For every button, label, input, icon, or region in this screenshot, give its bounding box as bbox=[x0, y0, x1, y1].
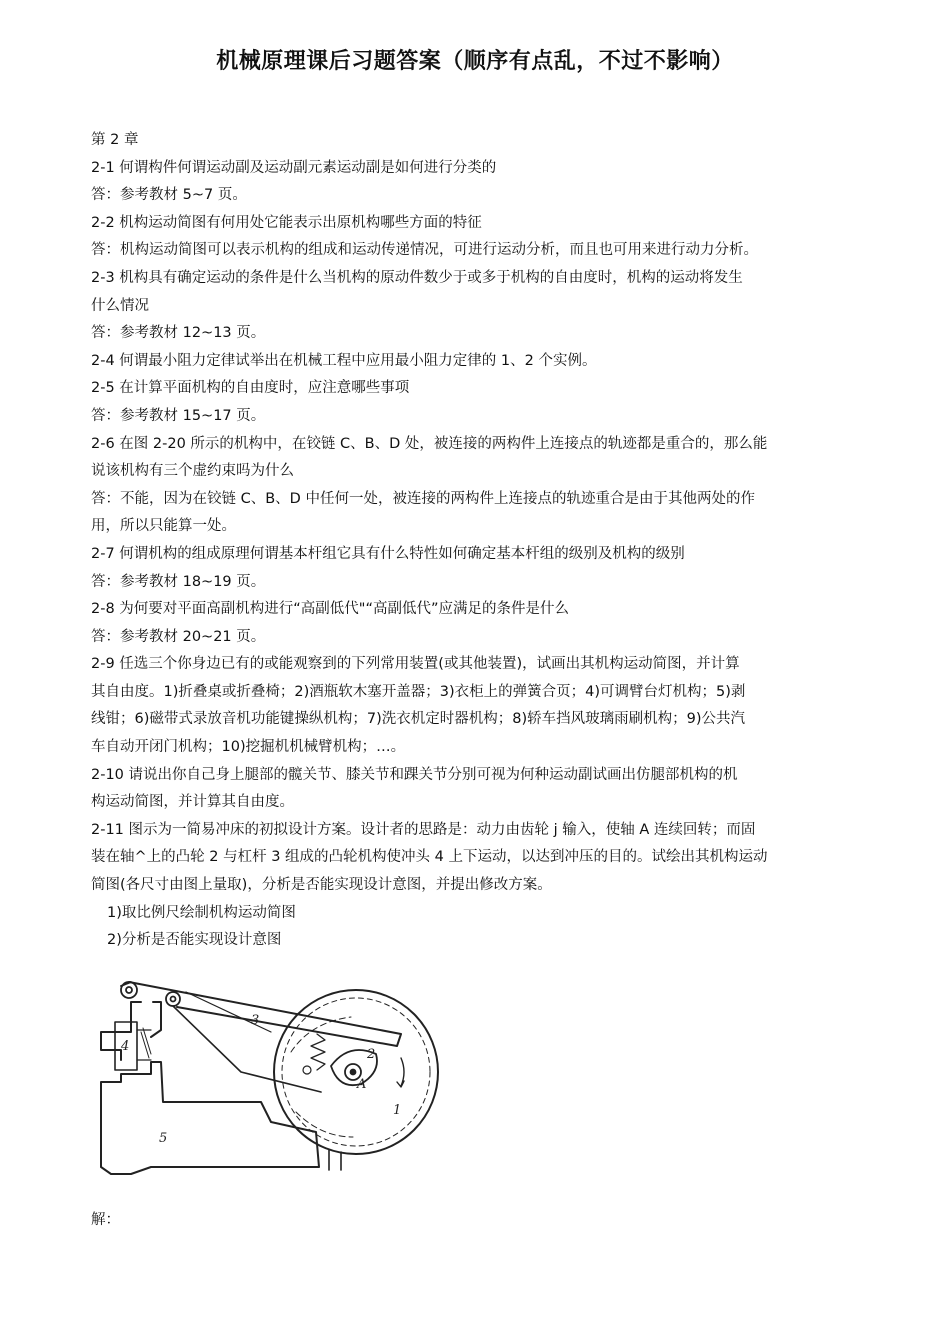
question-2-6-cont: 说该机构有三个虚约束吗为什么 bbox=[91, 463, 294, 480]
figure-label-A: A bbox=[357, 1077, 367, 1092]
solution-label: 解： bbox=[91, 1212, 120, 1228]
figure-label-1: 1 bbox=[393, 1103, 402, 1118]
sub-item-1: 1)取比例尺绘制机构运动简图 bbox=[107, 904, 296, 921]
question-2-5: 2-5 在计算平面机构的自由度时，应注意哪些事项 bbox=[91, 380, 410, 397]
answer-2-2: 答：机构运动简图可以表示机构的组成和运动传递情况，可进行运动分析，而且也可用来进行动力分析。 bbox=[91, 242, 758, 259]
answer-2-6-cont: 用，所以只能算一处。 bbox=[91, 518, 236, 535]
question-2-3-cont: 什么情况 bbox=[91, 297, 149, 314]
question-2-10: 2-10 请说出你自己身上腿部的髋关节、膝关节和踝关节分别可视为何种运动副试画出仿腿部机构的机 bbox=[91, 766, 738, 783]
question-2-1: 2-1 何谓构件何谓运动副及运动副元素运动副是如何进行分类的 bbox=[91, 159, 497, 176]
question-2-2: 2-2 机构运动简图有何用处它能表示出原机构哪些方面的特征 bbox=[91, 214, 482, 231]
answer-2-1: 答：参考教材 5~7 页。 bbox=[91, 187, 247, 204]
figure-label-2: 2 bbox=[367, 1047, 376, 1062]
answer-2-7: 答：参考教材 18~19 页。 bbox=[91, 573, 266, 590]
question-2-3: 2-3 机构具有确定运动的条件是什么当机构的原动件数少于或多于机构的自由度时，机构的运动将发生 bbox=[91, 269, 743, 286]
question-2-9-cont-1: 其自由度。1)折叠桌或折叠椅；2)酒瓶软木塞开盖器；3)衣柜上的弹簧合页；4)可调臂台灯机构；5)剥 bbox=[91, 683, 746, 700]
question-2-11: 2-11 图示为一简易冲床的初拟设计方案。设计者的思路是：动力由齿轮 j 输入，使轴 A 连续回转；而固 bbox=[91, 821, 756, 838]
answer-2-5: 答：参考教材 15~17 页。 bbox=[91, 407, 266, 424]
punch-press-drawing bbox=[91, 962, 441, 1187]
answer-2-6: 答：不能，因为在铰链 C、B、D 中任何一处，被连接的两构件上连接点的轨迹重合是由于其他两处的作 bbox=[91, 490, 755, 507]
document-body bbox=[91, 127, 861, 955]
chapter-heading: 第 2 章 bbox=[91, 132, 139, 148]
punch-press-figure bbox=[91, 962, 441, 1187]
question-2-11-cont-1: 装在轴^上的凸轮 2 与杠杆 3 组成的凸轮机构使冲头 4 上下运动，以达到冲压的目的。试绘出其机构运动 bbox=[91, 849, 768, 866]
sub-item-2: 2)分析是否能实现设计意图 bbox=[107, 932, 282, 949]
answer-2-8: 答：参考教材 20~21 页。 bbox=[91, 628, 266, 645]
answer-2-3: 答：参考教材 12~13 页。 bbox=[91, 325, 266, 342]
question-2-9-cont-3: 车自动开闭门机构；10)挖掘机机械臂机构；…。 bbox=[91, 739, 406, 756]
question-2-9: 2-9 任选三个你身边已有的或能观察到的下列常用装置(或其他装置)，试画出其机构运动简图，并计算 bbox=[91, 656, 740, 673]
figure-label-4: 4 bbox=[121, 1039, 130, 1054]
question-2-6: 2-6 在图 2-20 所示的机构中，在铰链 C、B、D 处，被连接的两构件上连接点的轨迹都是重合的，那么能 bbox=[91, 435, 768, 452]
question-2-4: 2-4 何谓最小阻力定律试举出在机械工程中应用最小阻力定律的 1、2 个实例。 bbox=[91, 352, 597, 369]
figure-label-3: 3 bbox=[251, 1013, 260, 1028]
question-2-10-cont: 构运动简图，并计算其自由度。 bbox=[91, 794, 294, 811]
document-title: 机械原理课后习题答案（顺序有点乱，不过不影响） bbox=[216, 49, 734, 74]
question-2-9-cont-2: 线钳；6)磁带式录放音机功能键操纵机构；7)洗衣机定时器机构；8)轿车挡风玻璃雨刷机构；9)公共汽 bbox=[91, 711, 746, 728]
question-2-11-cont-2: 简图(各尺寸由图上量取)，分析是否能实现设计意图，并提出修改方案。 bbox=[91, 877, 552, 894]
figure-label-5: 5 bbox=[159, 1131, 168, 1146]
question-2-8: 2-8 为何要对平面高副机构进行“高副低代"“高副低代”应满足的条件是什么 bbox=[91, 601, 569, 618]
question-2-7: 2-7 何谓机构的组成原理何谓基本杆组它具有什么特性如何确定基本杆组的级别及机构的级别 bbox=[91, 545, 685, 562]
